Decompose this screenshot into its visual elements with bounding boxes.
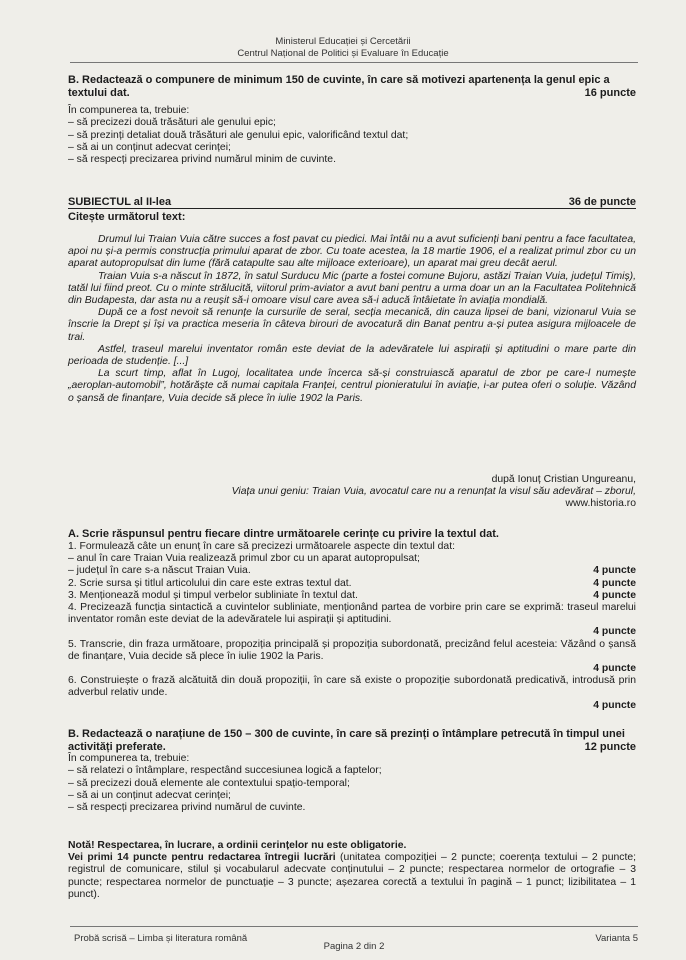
question-6: 6. Construiește o frază alcătuită din două propoziții, în care să existe o propoziție subordonată predicativă, introdusă prin adverbul relativ unde.: [68, 675, 636, 699]
section-b2-item-4: – să respecți precizarea privind numărul de cuvinte.: [68, 802, 306, 814]
header-center: Centrul Național de Politici și Evaluare în Educație: [237, 48, 449, 59]
question-2: 2. Scrie sursa și titlul articolului din care este extras textul dat.: [68, 577, 352, 589]
section-b-item-2: – să prezinți detaliat două trăsături ale genului epic, valorificând textul dat;: [68, 129, 409, 141]
header-ministry: Ministerul Educației și Cercetării: [275, 36, 411, 47]
question-3-row: [68, 590, 636, 602]
section-b-item-4: – să respecți precizarea privind numărul minim de cuvinte.: [68, 154, 336, 166]
reading-text: [68, 234, 636, 405]
section-b-points: 16 puncte: [584, 87, 636, 99]
section-b2-item-2: – să precizezi două elemente ale contextului spațio-temporal;: [68, 777, 350, 789]
text-paragraph-4: Astfel, traseul marelui inventator român este deviat de la adevăratele lui aspirații și aptitudini o mare parte din perioada de studenție. [...]: [68, 343, 636, 368]
question-3-points: 4 puncte: [593, 589, 636, 601]
subject-2-title: SUBIECTUL al II-lea: [68, 196, 172, 208]
subject-2: [68, 196, 636, 223]
read-instruction: Citește următorul text:: [68, 211, 186, 224]
section-b-item-3: – să ai un conținut adecvat cerinței;: [68, 141, 231, 153]
question-1b: – județul în care s-a născut Traian Vuia.: [68, 565, 251, 577]
section-b2-title: B. Redactează o narațiune de 150 – 300 de cuvinte, în care să prezinți o întâmplare petrecută în timpul unei activități preferate.: [68, 728, 625, 753]
section-b2-item-3: – să ai un conținut adecvat cerinței;: [68, 789, 231, 801]
question-6-points: 4 puncte: [593, 699, 636, 711]
note-line-1-text: Notă! Respectarea, în lucrare, a ordinii cerințelor nu este obligatorie.: [68, 840, 407, 851]
section-b-intro: În compunerea ta, trebuie:: [68, 105, 190, 117]
text-paragraph-2: Traian Vuia s-a născut în 1872, în satul Surducu Mic (parte a fostei comune Bujoru, astăzi Traian Vuia, județul Timiș), tatăl lui fiind preot. Cu o minte strălucită, viitorul prim-aviator a avut bani pentru a urma doar un an la Facultatea Politehnică din Budapesta, dar asta nu a reușit să-i omoare visul care avea să-i aducă întâietate în aviația mondială.: [68, 270, 636, 307]
subject-2-heading: [68, 196, 636, 209]
question-2-points: 4 puncte: [593, 577, 636, 589]
footer-subject: Probă scrisă – Limba și literatura română: [74, 933, 248, 944]
question-4-points: 4 puncte: [593, 626, 636, 638]
footer-page-number: Pagina 2 din 2: [323, 941, 385, 952]
section-b-title: B. Redactează o compunere de minimum 150 de cuvinte, în care să motivezi apartenența la genul epic a textului dat.: [68, 74, 610, 99]
section-b-item-1: – să precizezi două trăsături ale genului epic;: [68, 117, 276, 129]
source-title: Viața unui geniu: Traian Vuia, avocatul care nu a renunțat la visul său adevărat – zborul,: [231, 486, 636, 498]
question-4: 4. Precizează funcția sintactică a cuvintelor subliniate, menționând partea de vorbire prin care se exprimă: traseul marelui inventator român este deviat de la adevăratele lui aspirații și aptitudini.: [68, 602, 636, 626]
subject-2-points: 36 de puncte: [568, 196, 636, 208]
footer-variant: Varianta 5: [595, 933, 638, 944]
source-site: www.historia.ro: [565, 498, 636, 510]
page-header: [0, 36, 686, 60]
text-paragraph-5: La scurt timp, aflat în Lugoj, localitatea unde încerca să-și construiască aparatul de zbor pe care-l numește „aeroplan-automobil”, hotărăște că numai capitala Franței, centrul pionieratului în aviație, i-ar putea oferi o soluție. Văzând o șansă de finanțare, Vuia decide să plece în iulie 1902 la Paris.: [68, 368, 636, 404]
section-a-title: A. Scrie răspunsul pentru fiecare dintre următoarele cerințe cu privire la textul dat.: [68, 528, 499, 540]
section-b2-item-1: – să relatezi o întâmplare, respectând succesiunea logică a faptelor;: [68, 765, 382, 777]
source-author: după Ionuț Cristian Ungureanu,: [491, 474, 636, 485]
question-3: 3. Menționează modul și timpul verbelor subliniate în textul dat.: [68, 589, 358, 601]
question-5: 5. Transcrie, din fraza următoare, propoziția principală și propoziția subordonată, precizând felul acesteia: Văzând o șansă de finanțare, Vuia decide să plece în iulie 1902 la Paris.: [68, 638, 636, 662]
question-5-points: 4 puncte: [593, 663, 636, 675]
section-b-compunere: [68, 74, 636, 166]
header-rule: [70, 62, 638, 63]
note-line-2: [68, 852, 636, 901]
section-b2-points: 12 puncte: [584, 741, 636, 753]
question-1a: – anul în care Traian Vuia realizează primul zbor cu un aparat autopropulsat;: [68, 553, 420, 565]
question-1: 1. Formulează câte un enunț în care să precizezi următoarele aspecte din textul dat:: [68, 541, 455, 552]
note-block: [68, 840, 636, 901]
question-1-points: 4 puncte: [593, 565, 636, 577]
question-1b-row: [68, 565, 636, 577]
section-b2-intro: În compunerea ta, trebuie:: [68, 753, 190, 765]
note-line-2-bold: Vei primi 14 puncte pentru redactarea întregii lucrări: [68, 852, 336, 864]
text-source: [68, 474, 636, 511]
note-line-1: [68, 840, 636, 852]
section-a: [68, 528, 636, 712]
text-paragraph-3: După ce a fost nevoit să renunțe la cursurile de seral, secția mecanică, din cauza lipsei de bani, vizionarul Vuia se înscrie la Drept și își va practica meseria în câteva birouri de avocatură din Banat pentru a-și putea asigura mijloacele de trai.: [68, 307, 636, 343]
text-paragraph-1: Drumul lui Traian Vuia către succes a fost pavat cu piedici. Mai întâi nu a avut suficienți bani pentru a face facultatea, apoi nu și-a permis construcția primului aparat de zbor. Cu toate acestea, la 18 martie 1906, el a realizat primul zbor cu un aparat autopropulsat din lume (fără catapulte sau alte mijloace exterioare), un aparat mai greu decât aerul.: [68, 234, 636, 270]
section-b-naratiune: [68, 728, 636, 814]
page-footer: [70, 926, 638, 952]
question-2-row: [68, 578, 636, 590]
note-line-2-rest: (unitatea compoziției – 2 puncte; coerența textului – 2 puncte; registrul de comunicare, stilul și vocabularul adecvate conținutului – 2 puncte; respectarea normelor de ortografie – 3 puncte; respectarea normelor de punctuație – 3 puncte; așezarea corectă a textului în pagină – 1 punct; lizibilitatea – 1 punct).: [68, 852, 637, 900]
